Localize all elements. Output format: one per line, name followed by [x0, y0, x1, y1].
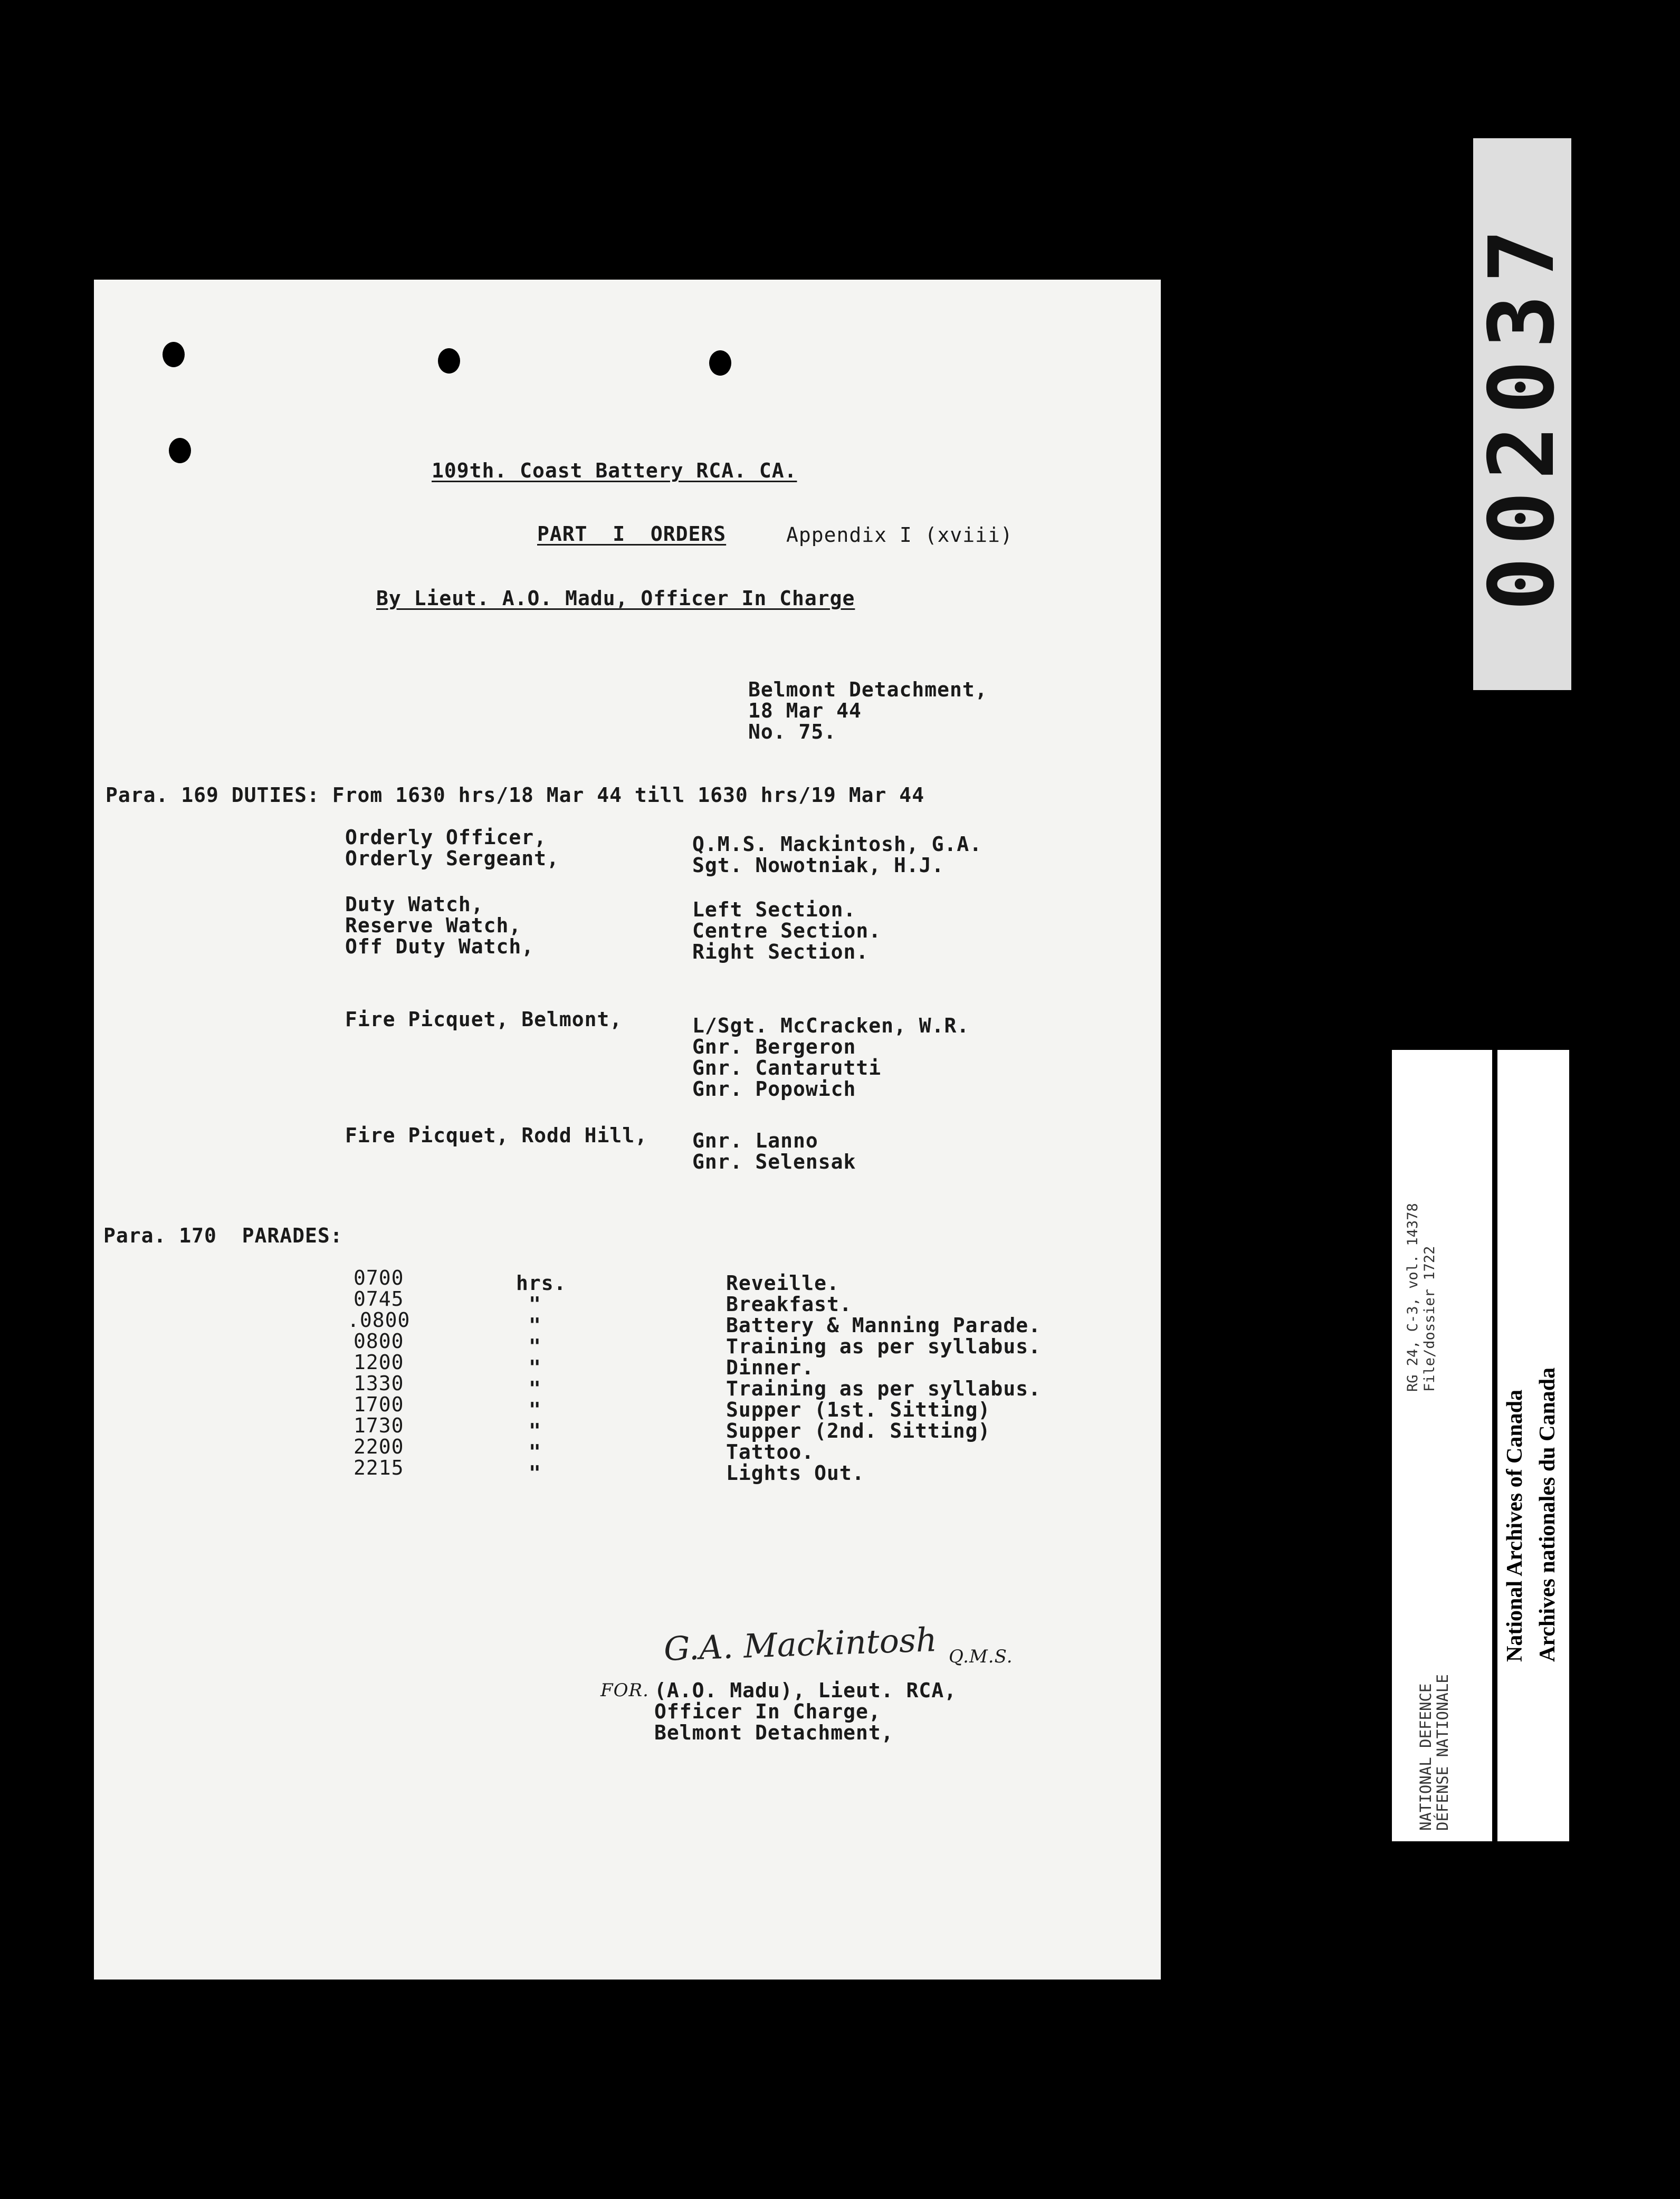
- duty-name: Left Section.: [692, 898, 856, 921]
- label-divider: [1492, 1050, 1497, 1841]
- document-page: [94, 280, 1161, 1980]
- unit-title: 109th. Coast Battery RCA. CA.: [432, 459, 797, 482]
- duty-role: Fire Picquet, Rodd Hill,: [345, 1124, 648, 1147]
- parade-event: Breakfast.: [726, 1293, 852, 1316]
- duty-role: Orderly Sergeant,: [345, 847, 559, 870]
- ditto-mark: ": [529, 1356, 541, 1379]
- parade-event: Supper (1st. Sitting): [726, 1398, 991, 1421]
- punch-hole: [169, 438, 191, 463]
- frame-number: 002037: [1470, 217, 1574, 611]
- duty-role: Fire Picquet, Belmont,: [345, 1008, 623, 1031]
- duty-name: Gnr. Bergeron: [692, 1035, 856, 1058]
- ditto-mark: ": [529, 1440, 541, 1464]
- duty-name: Gnr. Selensak: [692, 1150, 856, 1173]
- parade-event: Supper (2nd. Sitting): [726, 1419, 991, 1442]
- parade-event: Lights Out.: [726, 1461, 865, 1485]
- parade-time: 0700: [354, 1266, 404, 1289]
- signature-rank: Q.M.S.: [949, 1646, 1013, 1667]
- by-line: By Lieut. A.O. Madu, Officer In Charge: [376, 587, 855, 610]
- duty-role: Off Duty Watch,: [345, 935, 534, 958]
- parade-time: 1200: [354, 1351, 404, 1374]
- ditto-mark: ": [529, 1398, 541, 1421]
- signature-line: Belmont Detachment,: [654, 1721, 894, 1744]
- ditto-mark: ": [529, 1293, 541, 1316]
- reference-line: RG 24, C-3, vol. 14378: [1405, 1203, 1421, 1392]
- parade-event: Dinner.: [726, 1356, 815, 1379]
- duty-name: Centre Section.: [692, 919, 882, 942]
- film-frame-counter: [1470, 138, 1574, 690]
- archives-line: National Archives of Canada: [1503, 1389, 1527, 1662]
- department-line: NATIONAL DEFENCE: [1417, 1683, 1435, 1831]
- duty-role: Reserve Watch,: [345, 914, 522, 937]
- header-block-line: Belmont Detachment,: [748, 678, 988, 701]
- for-prefix: FOR.: [600, 1680, 649, 1701]
- ditto-mark: ": [529, 1377, 541, 1400]
- duty-role: Duty Watch,: [345, 893, 484, 916]
- reference-line: File/dossier 1722: [1421, 1246, 1438, 1392]
- parade-time: 1730: [354, 1414, 404, 1437]
- header-block-line: 18 Mar 44: [748, 699, 862, 722]
- duty-name: Gnr. Popowich: [692, 1077, 856, 1101]
- parade-time: 0745: [354, 1287, 404, 1311]
- para-169-heading: Para. 169 DUTIES: From 1630 hrs/18 Mar 44 till 1630 hrs/19 Mar 44: [106, 783, 925, 807]
- ditto-mark: ": [529, 1335, 541, 1358]
- para-170-heading: Para. 170 PARADES:: [103, 1224, 343, 1247]
- handwritten-signature: G.A. Mackintosh: [663, 1620, 938, 1669]
- hrs-label: hrs.: [516, 1271, 567, 1295]
- archives-line: Archives nationales du Canada: [1535, 1367, 1560, 1662]
- ditto-mark: ": [529, 1314, 541, 1337]
- punch-hole: [438, 348, 460, 374]
- punch-hole: [163, 342, 185, 367]
- parade-event: Training as per syllabus.: [726, 1377, 1041, 1400]
- duty-role: Orderly Officer,: [345, 826, 547, 849]
- department-line: DÉFENSE NATIONALE: [1434, 1674, 1452, 1831]
- duty-name: Gnr. Lanno: [692, 1129, 818, 1152]
- duty-name: L/Sgt. McCracken, W.R.: [692, 1014, 970, 1037]
- parade-time: .0800: [347, 1308, 411, 1332]
- signature-line: Officer In Charge,: [654, 1700, 881, 1723]
- appendix-ref: Appendix I (xviii): [786, 523, 1013, 547]
- archive-label: [1392, 1050, 1569, 1841]
- parade-event: Tattoo.: [726, 1440, 815, 1464]
- punch-hole: [709, 350, 731, 376]
- ditto-mark: ": [529, 1461, 541, 1485]
- orders-title: PART I ORDERS: [537, 522, 727, 546]
- ditto-mark: ": [529, 1419, 541, 1442]
- parade-event: Battery & Manning Parade.: [726, 1314, 1041, 1337]
- duty-name: Right Section.: [692, 940, 869, 963]
- parade-event: Reveille.: [726, 1271, 839, 1295]
- parade-time: 2200: [354, 1435, 404, 1458]
- duty-name: Gnr. Cantarutti: [692, 1056, 882, 1079]
- header-block-line: No. 75.: [748, 720, 837, 743]
- duty-name: Sgt. Nowotniak, H.J.: [692, 854, 944, 877]
- duty-name: Q.M.S. Mackintosh, G.A.: [692, 833, 982, 856]
- parade-time: 1330: [354, 1372, 404, 1395]
- signature-line: (A.O. Madu), Lieut. RCA,: [654, 1679, 957, 1702]
- parade-time: 2215: [354, 1456, 404, 1479]
- parade-time: 1700: [354, 1393, 404, 1416]
- parade-time: 0800: [354, 1330, 404, 1353]
- parade-event: Training as per syllabus.: [726, 1335, 1041, 1358]
